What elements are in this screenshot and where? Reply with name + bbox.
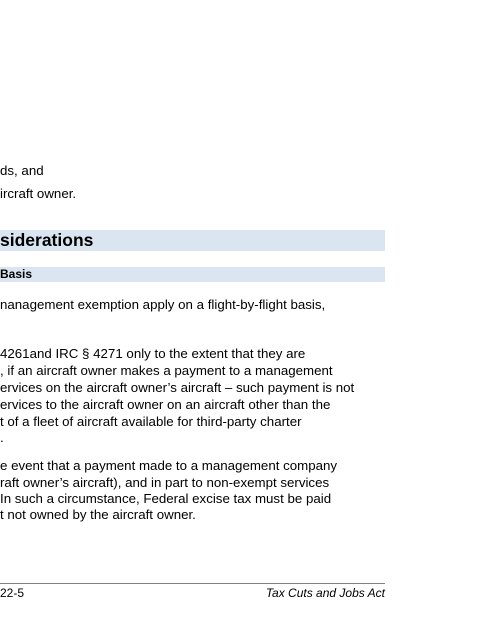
footer-publication-title: Tax Cuts and Jobs Act — [265, 586, 385, 600]
subsection-heading-bar — [0, 267, 385, 282]
paragraph-line: ervices to the aircraft owner on an aircraft other than the — [0, 397, 331, 412]
paragraph-line: nanagement exemption apply on a flight-by-flight basis, — [0, 297, 326, 312]
list-item-text: ds, and — [0, 163, 44, 178]
section-heading: siderations — [0, 230, 94, 250]
paragraph-line: 4261and IRC § 4271 only to the extent that they are — [0, 346, 306, 361]
paragraph-line: raft owner’s aircraft), and in part to non-exempt services — [0, 475, 330, 490]
paragraph-line: In such a circumstance, Federal excise tax must be paid — [0, 491, 332, 506]
footer-page-number: 22-5 — [0, 586, 25, 600]
footer-divider — [0, 583, 385, 584]
paragraph-line: e event that a payment made to a management company — [0, 458, 338, 473]
list-item-text: ircraft owner. — [0, 186, 77, 201]
paragraph-line: t of a fleet of aircraft available for third-party charter — [0, 414, 302, 429]
paragraph-line: t not owned by the aircraft owner. — [0, 507, 196, 522]
paragraph-line: ervices on the aircraft owner’s aircraft – such payment is not — [0, 380, 355, 395]
paragraph-line: , if an aircraft owner makes a payment to a management — [0, 363, 333, 378]
subsection-heading: Basis — [0, 267, 33, 281]
section-heading-bar — [0, 230, 385, 251]
paragraph-line: . — [0, 430, 4, 445]
